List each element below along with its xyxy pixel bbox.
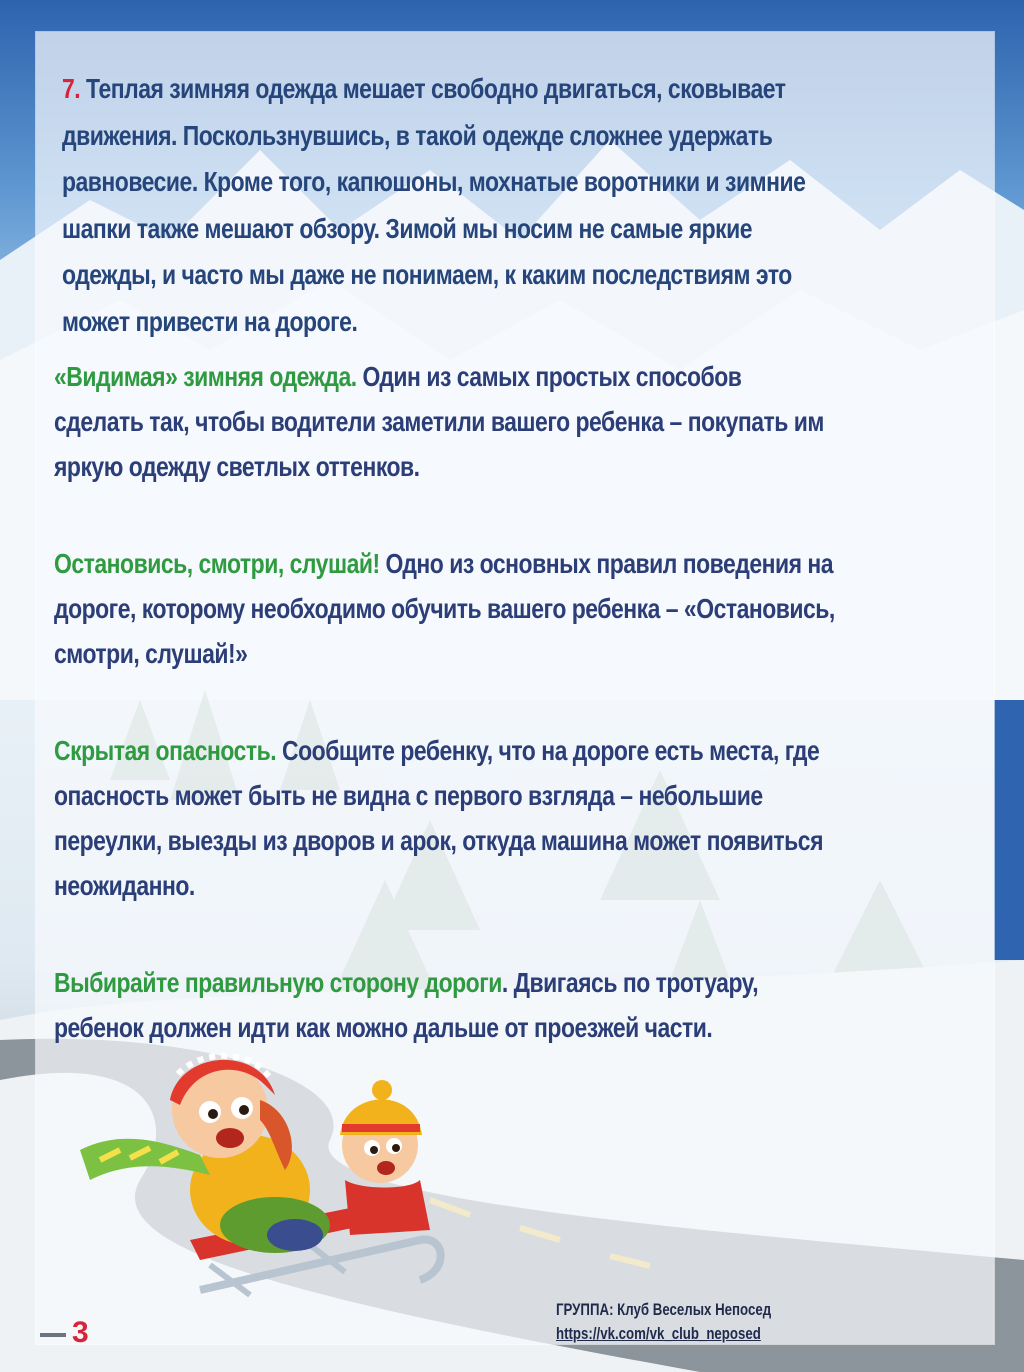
section-heading: «Видимая» зимняя одежда.	[54, 361, 357, 392]
section-stop-look-listen: Остановись, смотри, слушай! Одно из основных правил поведения на дороге, которому необходимо обучить вашего ребенка – «Остановись, смотри, слушай!»	[54, 541, 835, 676]
section-hidden-danger: Скрытая опасность. Сообщите ребенку, что на дороге есть места, где опасность может быть не видна с первого взгляда – небольшие переулки, выезды из дворов и арок, откуда машина может появиться неожиданно.	[54, 728, 823, 908]
section-heading: Выбирайте правильную сторону дороги	[54, 967, 502, 998]
footer-credits	[556, 1298, 771, 1346]
section-line: смотри, слушай!»	[54, 638, 248, 669]
section-line: яркую одежду светлых оттенков.	[54, 451, 420, 482]
intro-line: равновесие. Кроме того, капюшоны, мохнатые воротники и зимние	[62, 166, 806, 197]
section-heading: Остановись, смотри, слушай!	[54, 548, 380, 579]
group-name: ГРУППА: Клуб Веселых Непосед	[556, 1300, 772, 1319]
section-line: переулки, выезды из дворов и арок, откуда машина может появиться	[54, 825, 823, 856]
section-line: опасность может быть не видна с первого взгляда – небольшие	[54, 780, 763, 811]
intro-line: движения. Поскользнувшись, в такой одежде сложнее удержать	[62, 119, 773, 151]
page-number: 3	[72, 1316, 89, 1349]
intro-line: шапки также мешают обзору. Зимой мы носим не самые яркие	[62, 212, 753, 244]
section-right-side: Выбирайте правильную сторону дороги. Двигаясь по тротуару, ребенок должен идти как можно дальше от проезжей части.	[54, 960, 758, 1050]
group-link[interactable]: https://vk.com/vk_club_neposed	[556, 1324, 761, 1343]
section-line: дороге, которому необходимо обучить вашего ребенка – «Остановись,	[54, 593, 835, 624]
section-line: неожиданно.	[54, 870, 195, 901]
item-number: 7.	[62, 73, 81, 104]
children-sledding-icon	[60, 1040, 460, 1330]
section-line: сделать так, чтобы водители заметили вашего ребенка – покупать им	[54, 406, 824, 437]
page-number-dash	[40, 1333, 66, 1337]
intro-line: 7. Теплая зимняя одежда мешает свободно двигаться, сковывает	[62, 73, 786, 104]
section-heading: Скрытая опасность.	[54, 735, 277, 766]
section-line: ребенок должен идти как можно дальше от проезжей части.	[54, 1012, 713, 1043]
section-visible-clothing: «Видимая» зимняя одежда. Один из самых простых способов сделать так, чтобы водители заметили вашего ребенка – покупать им яркую одежду светлых оттенков.	[54, 354, 824, 489]
intro-line: может привести на дороге.	[62, 305, 358, 337]
intro-line: одежды, и часто мы даже не понимаем, к каким последствиям это	[62, 259, 792, 290]
intro-paragraph	[62, 66, 805, 345]
